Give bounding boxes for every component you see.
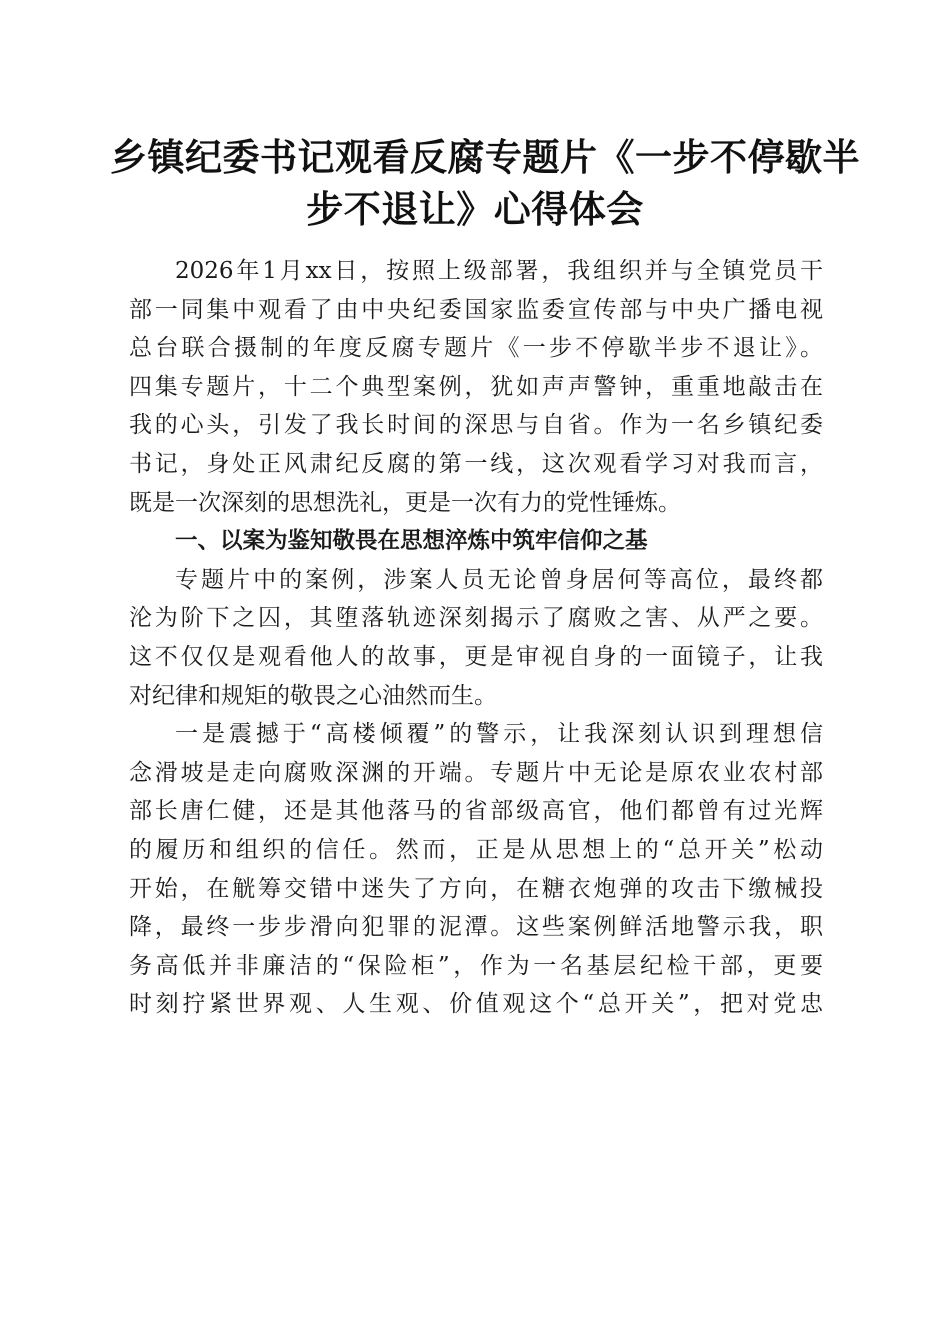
text-line: 开始，在觥筹交错中迷失了方向，在糖衣炮弹的攻击下缴械投: [129, 875, 823, 902]
section-heading: 一、以案为鉴知敬畏在思想淬炼中筑牢信仰之基: [175, 528, 648, 555]
text-line: 四集专题片，十二个典型案例，犹如声声警钟，重重地敲击在: [129, 373, 823, 400]
text-line: 部长唐仁健，还是其他落马的省部级高官，他们都曾有过光辉: [129, 798, 823, 825]
text-line: 降，最终一步步滑向犯罪的泥潭。这些案例鲜活地警示我，职: [129, 914, 823, 941]
paragraph-point-one: [129, 715, 823, 1024]
text-line: 既是一次深刻的思想洗礼，更是一次有力的党性锤炼。: [129, 489, 681, 516]
text-line: 这不仅仅是观看他人的故事，更是审视自身的一面镜子，让我: [129, 643, 823, 670]
text-line: 对纪律和规矩的敬畏之心油然而生。: [129, 682, 497, 709]
text-line: 一是震撼于“高楼倾覆”的警示，让我深刻认识到理想信: [175, 721, 823, 748]
text-line: 务高低并非廉洁的“保险柜”，作为一名基层纪检干部，更要: [129, 952, 823, 979]
text-line: 部一同集中观看了由中央纪委国家监委宣传部与中央广播电视: [129, 296, 823, 323]
text-line: 总台联合摄制的年度反腐专题片《一步不停歇半步不退让》。: [129, 335, 823, 362]
paragraph-intro: [129, 252, 823, 522]
text-line: 的履历和组织的信任。然而，正是从思想上的“总开关”松动: [129, 836, 823, 863]
text-line: 时刻拧紧世界观、人生观、价值观这个“总开关”，把对党忠: [129, 991, 823, 1018]
text-line: 我的心头，引发了我长时间的深思与自省。作为一名乡镇纪委: [129, 412, 823, 439]
text-line: 2026年1月xx日，按照上级部署，我组织并与全镇党员干: [175, 258, 823, 284]
document-title: [110, 132, 860, 236]
text-line: 书记，身处正风肃纪反腐的第一线，这次观看学习对我而言，: [129, 450, 823, 477]
title-line: 乡镇纪委书记观看反腐专题片《一步不停歇半: [110, 136, 860, 179]
document-body: [129, 252, 823, 1024]
text-line: 念滑坡是走向腐败深渊的开端。专题片中无论是原农业农村部: [129, 759, 823, 786]
title-line: 步不退让》心得体会: [306, 188, 644, 231]
paragraph-case-review: [129, 561, 823, 715]
text-line: 专题片中的案例，涉案人员无论曾身居何等高位，最终都: [175, 566, 823, 593]
text-line: 沦为阶下之囚，其堕落轨迹深刻揭示了腐败之害、从严之要。: [129, 605, 823, 632]
